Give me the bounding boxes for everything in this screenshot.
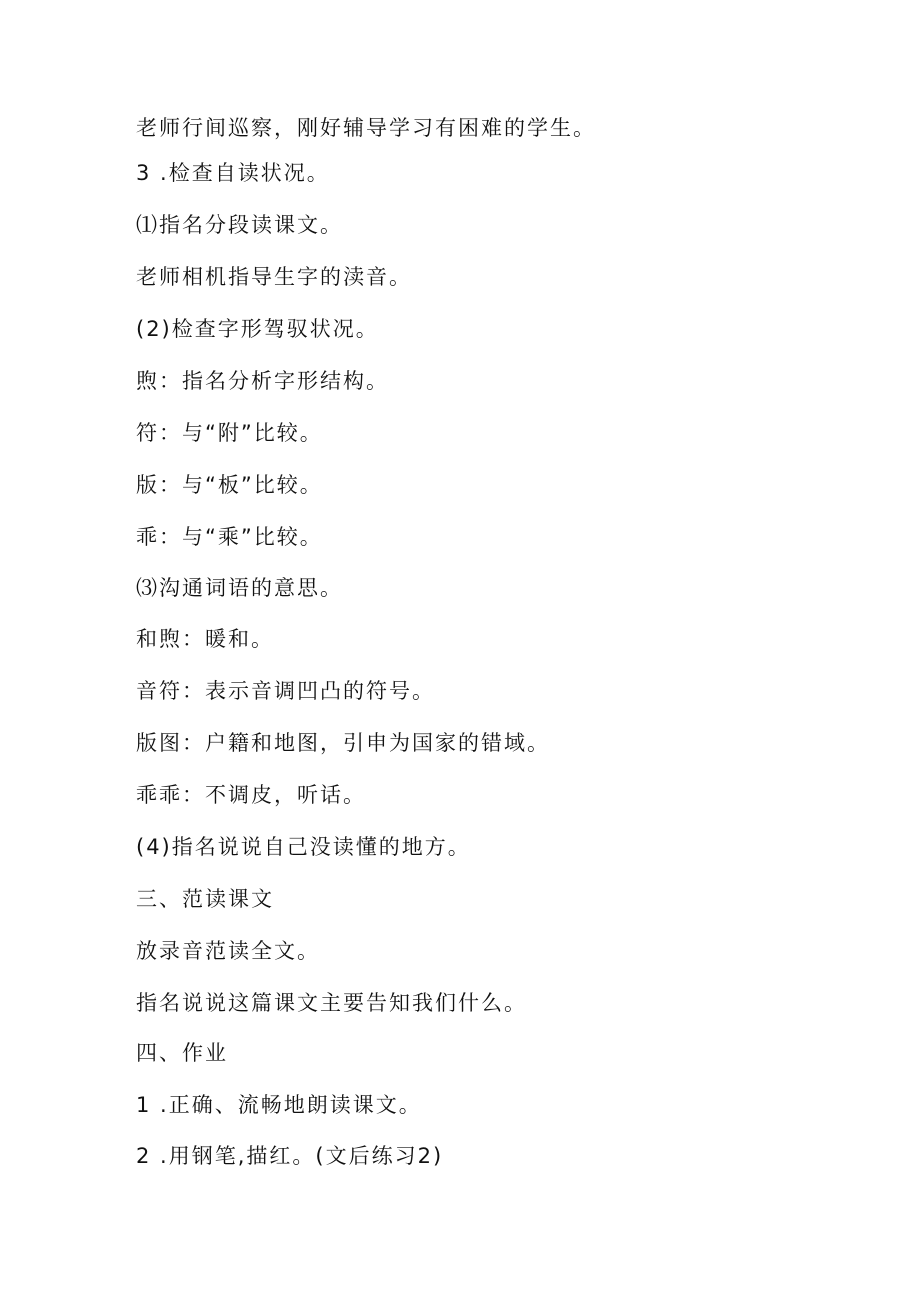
text-line: 老师行间巡察，刚好辅导学习有困难的学生。 <box>136 116 596 140</box>
text-line: (2)检查字形驾驭状况。 <box>136 317 379 341</box>
text-line: 老师相机指导生字的渎音。 <box>136 265 412 289</box>
text-line: 乖乖：不调皮，听话。 <box>136 783 366 807</box>
text-line: 3 .检查自读状况。 <box>136 161 330 185</box>
text-line: 1 .正确、流畅地朗读课文。 <box>136 1093 422 1117</box>
text-line: 符：与“附”比较。 <box>136 421 323 445</box>
text-line: 音符：表示音调凹凸的符号。 <box>136 679 435 703</box>
text-line: 指名说说这篇课文主要告知我们什么。 <box>136 991 527 1015</box>
text-line: 2 .用钢笔,描红。(文后练习2) <box>136 1144 444 1168</box>
text-line: 和煦：暖和。 <box>136 627 274 651</box>
text-line: 放录音范读全文。 <box>136 939 320 963</box>
text-line: ⑶沟通词语的意思。 <box>136 576 343 600</box>
text-line: 版：与“板”比较。 <box>136 473 323 497</box>
section-heading: 四、作业 <box>136 1041 228 1065</box>
text-line: 煦：指名分析字形结构。 <box>136 369 389 393</box>
text-line: (4)指名说说自己没读懂的地方。 <box>136 835 471 859</box>
text-line: 乖：与“乘”比较。 <box>136 525 323 549</box>
section-heading: 三、范读课文 <box>136 887 274 911</box>
text-line: 版图：户籍和地图，引申为国家的错域。 <box>136 731 550 755</box>
text-line: ⑴指名分段读课文。 <box>136 213 343 237</box>
